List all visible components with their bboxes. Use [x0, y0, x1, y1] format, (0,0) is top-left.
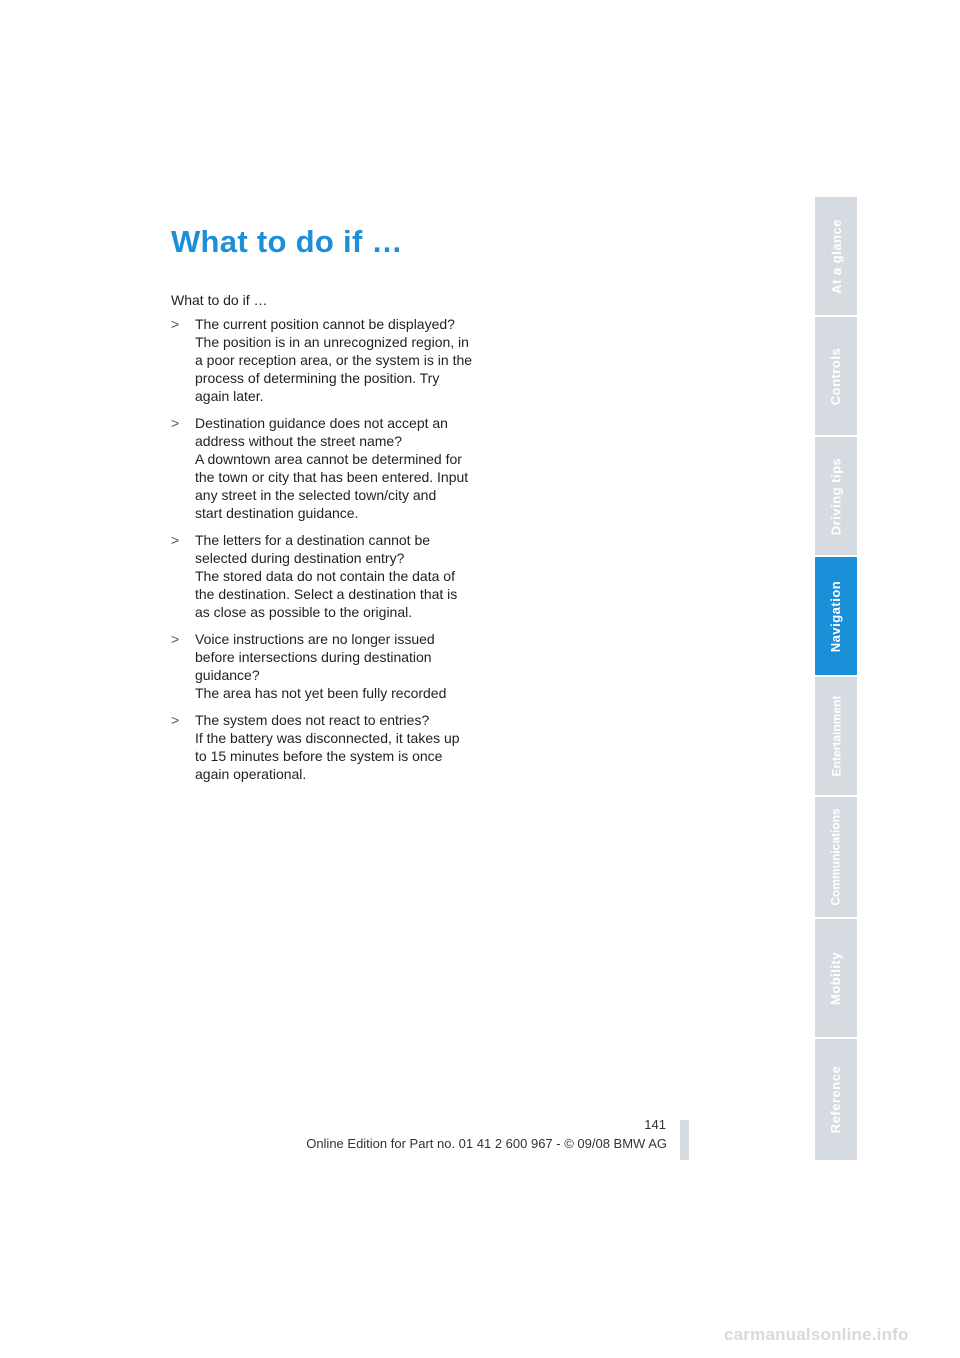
item-text-line: start destination guidance.	[195, 505, 359, 521]
list-item	[171, 414, 471, 522]
item-text-line: The current position cannot be displayed?	[195, 316, 455, 332]
item-text-line: The stored data do not contain the data of	[195, 568, 455, 584]
item-text-line: again operational.	[195, 766, 307, 782]
bullet-marker: >	[171, 532, 180, 548]
list-item	[171, 315, 471, 405]
item-text-line: The system does not react to entries?	[195, 712, 430, 728]
tab-entertainment[interactable]	[815, 677, 857, 795]
tab-label: Entertainment	[829, 695, 843, 777]
tab-driving-tips[interactable]	[815, 437, 857, 555]
item-text-line: address without the street name?	[195, 433, 403, 449]
item-text-line: selected during destination entry?	[195, 550, 405, 566]
tab-label: Reference	[828, 1065, 844, 1134]
watermark-logo: carmanualsonline.info	[724, 1325, 909, 1344]
item-text-line: as close as possible to the original.	[195, 604, 413, 620]
item-text-line: The position is in an unrecognized region, in	[195, 334, 469, 350]
list-item	[171, 531, 471, 621]
page-number: 141	[644, 1117, 666, 1132]
faq-list	[171, 315, 471, 792]
item-text-line: If the battery was disconnected, it takes up	[195, 730, 460, 746]
bullet-marker: >	[171, 712, 180, 728]
tab-communications[interactable]	[815, 797, 857, 917]
item-text-line: again later.	[195, 388, 264, 404]
item-text-line: The letters for a destination cannot be	[195, 532, 431, 548]
chapter-sidebar	[815, 197, 857, 1160]
item-text-line: process of determining the position. Try	[195, 370, 440, 386]
item-text-line: to 15 minutes before the system is once	[195, 748, 443, 764]
tab-mobility[interactable]	[815, 919, 857, 1037]
item-text-line: Voice instructions are no longer issued	[195, 631, 435, 647]
tab-controls[interactable]	[815, 317, 857, 435]
edition-footer: Online Edition for Part no. 01 41 2 600 967 - © 09/08 BMW AG	[306, 1136, 667, 1151]
tab-label: Driving tips	[828, 457, 844, 535]
item-text-line: a poor reception area, or the system is in the	[195, 352, 473, 368]
item-text-line: Destination guidance does not accept an	[195, 415, 448, 431]
item-text-line: any street in the selected town/city and	[195, 487, 437, 503]
item-text-line: The area has not yet been fully recorded	[195, 685, 447, 701]
page-title: What to do if …	[171, 224, 403, 259]
tab-label: Controls	[828, 347, 844, 405]
tab-label: Communications	[829, 808, 843, 906]
tab-at-a-glance[interactable]	[815, 197, 857, 315]
item-text-line: guidance?	[195, 667, 260, 683]
tab-label: Navigation	[828, 580, 844, 652]
list-item	[171, 711, 471, 783]
item-text-line: A downtown area cannot be determined for	[195, 451, 462, 467]
bullet-marker: >	[171, 415, 180, 431]
tab-label: Mobility	[828, 951, 844, 1005]
tab-label: At a glance	[828, 218, 844, 294]
list-item	[171, 630, 471, 702]
item-text-line: the town or city that has been entered. Input	[195, 469, 469, 485]
bullet-marker: >	[171, 631, 180, 647]
intro-text: What to do if …	[171, 292, 268, 308]
footer-marker	[680, 1120, 689, 1160]
bullet-marker: >	[171, 316, 180, 332]
item-text-line: before intersections during destination	[195, 649, 432, 665]
tab-navigation[interactable]	[815, 557, 857, 675]
tab-reference[interactable]	[815, 1039, 857, 1160]
item-text-line: the destination. Select a destination that is	[195, 586, 458, 602]
